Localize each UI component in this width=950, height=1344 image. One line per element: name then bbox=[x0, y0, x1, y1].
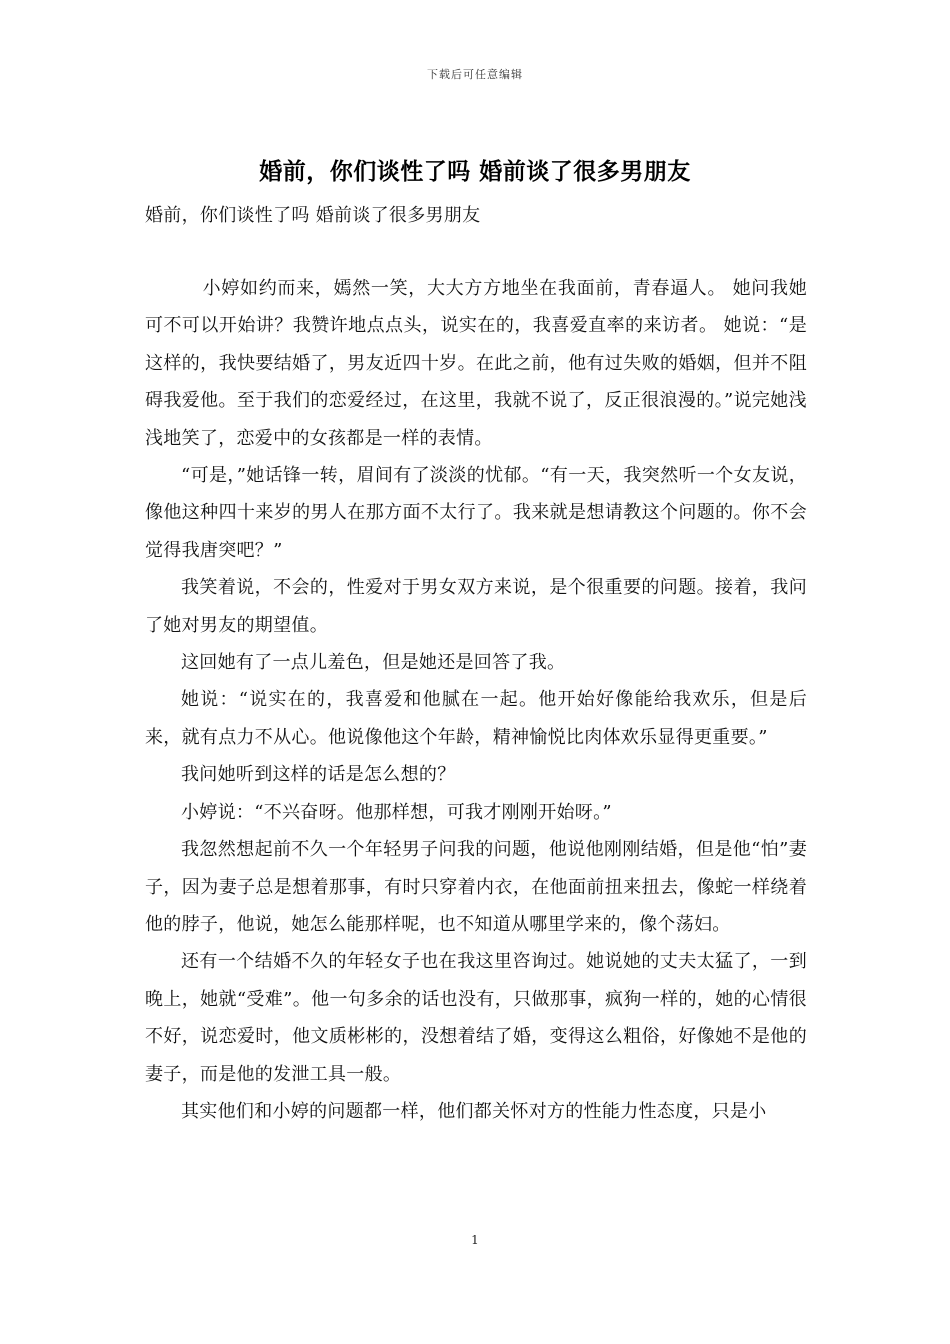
paragraph: 小婷说：“不兴奋呀。他那样想，可我才刚刚开始呀。” bbox=[181, 801, 612, 823]
paragraph: 她说：“说实在的，我喜爱和他腻在一起。他开始好像能给我欢乐，但是后来，就有点力不从心。他说像他这个年龄，精神愉悦比肉体欢乐显得更重要。” bbox=[145, 689, 807, 748]
paragraph: 这回她有了一点儿羞色，但是她还是回答了我。 bbox=[181, 652, 566, 674]
paragraph: 还有一个结婚不久的年轻女子也在我这里咨询过。她说她的丈夫太猛了，一到晚上，她就“受难”。他一句多余的话也没有，只做那事，疯狗一样的，她的心情很不好，说恋爱时，他文质彬彬的，没想着结了婚，变得这么粗俗，好像她不是他的妻子，而是他的发泄工具一般。 bbox=[145, 951, 807, 1085]
document-subtitle: 婚前，你们谈性了吗 婚前谈了很多男朋友 bbox=[145, 205, 481, 226]
document-body bbox=[145, 270, 807, 1130]
paragraph: 其实他们和小婷的问题都一样，他们都关怀对方的性能力性态度，只是小 bbox=[181, 1100, 767, 1122]
paragraph: “可是，”她话锋一转，眉间有了淡淡的忧郁。“有一天，我突然听一个女友说，像他这种四十来岁的男人在那方面不太行了。我来就是想请教这个问题的。你不会觉得我唐突吧？” bbox=[145, 465, 807, 561]
paragraph: 我忽然想起前不久一个年轻男子问我的问题，他说他刚刚结婚，但是他“怕”妻子，因为妻子总是想着那事，有时只穿着内衣，在他面前扭来扭去，像蛇一样绕着他的脖子，他说，她怎么能那样呢，也不知道从哪里学来的，像个荡妇。 bbox=[145, 839, 807, 935]
paragraph: 我笑着说，不会的，性爱对于男女双方来说，是个很重要的问题。接着，我问了她对男友的期望值。 bbox=[145, 577, 807, 636]
document-title: 婚前，你们谈性了吗 婚前谈了很多男朋友 bbox=[259, 158, 691, 185]
page-number: 1 bbox=[471, 1233, 479, 1247]
header-note: 下载后可任意编辑 bbox=[427, 68, 523, 81]
paragraph: 我问她听到这样的话是怎么想的？ bbox=[181, 764, 456, 786]
paragraph: 小婷如约而来，嫣然一笑，大大方方地坐在我面前，青春逼人。 她问我她可不可以开始讲？我赞许地点点头，说实在的，我喜爱直率的来访者。 她说：“是这样的，我快要结婚了，男友近四十岁。在此之前，他有过失败的婚姻，但并不阻碍我爱他。至于我们的恋爱经过，在这里，我就不说了，反正很浪漫的。”说完她浅浅地笑了，恋爱中的女孩都是一样的表情。 bbox=[145, 278, 807, 449]
